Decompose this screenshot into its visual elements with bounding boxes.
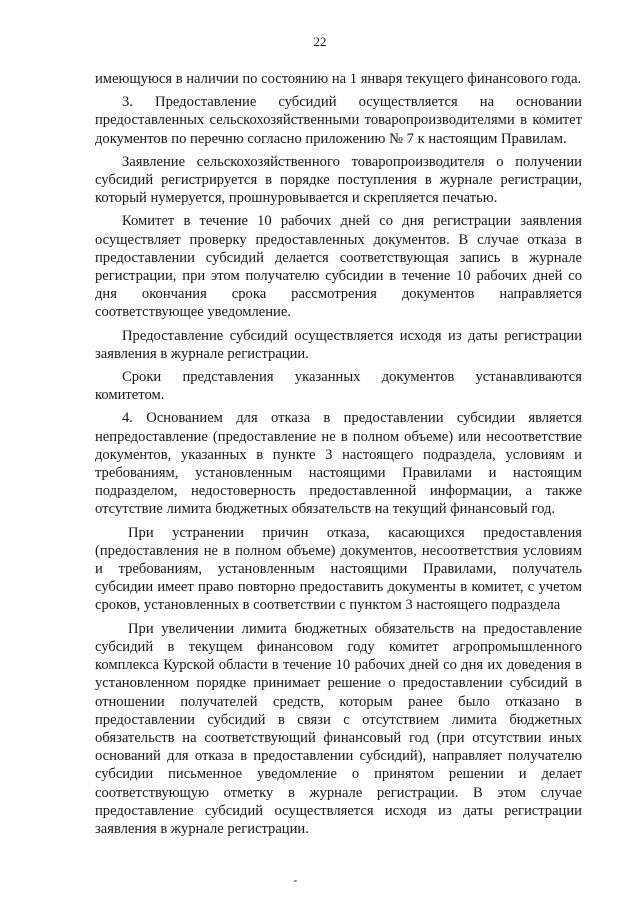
page-number: 22 [313, 34, 327, 49]
paragraph-document-check: Комитет в течение 10 рабочих дней со дня регистрации заявления осуществляет проверку предоставленных документов. В случае отказа в предоставлении субсидий делается соответствующая запись в журнале регистрации, при этом получателю субсидии в течение 10 рабочих дней со дня окончания срока рассмотрения документов направляется соответствующее уведомление. [95, 213, 582, 321]
paragraph-resubmission: При устранении причин отказа, касающихся предоставления (предоставления не в полном объеме) документов, несоответствия условиям и требованиям, установленным настоящими Правилами, получатель субсидии имеет право повторно предоставить документы в комитет, с учетом сроков, установленных в соответствии с пунктом 3 настоящего подраздела [95, 524, 582, 614]
paragraph-limit-increase: При увеличении лимита бюджетных обязательств на предоставление субсидий в текущем финансовом году комитет агропромышленного комплекса Курской области в течение 10 рабочих дней со дня их доведения в установленном порядке принимает решение о предоставлении субсидий в отношении получателей средств, которым ранее было отказано в предоставлении субсидий в связи с отсутствием лимита бюджетных обязательств на соответствующий финансовый год (при отсутствии иных оснований для отказа в предоставлении субсидий), направляет получателю субсидии письменное уведомление о принятом решении и делает соответствующую отметку в журнале регистрации. В этом случае предоставление субсидий осуществляется исходя из даты регистрации заявления в журнале регистрации. [95, 620, 582, 837]
scan-speck [294, 880, 297, 882]
paragraph-application-registration: Заявление сельскохозяйственного товаропроизводителя о получении субсидий регистрируется в порядке поступления в журнале регистрации, который нумеруется, прошнуровывается и скрепляется печатью. [95, 153, 582, 207]
paragraph-item-4-refusal: 4. Основанием для отказа в предоставлении субсидии является непредоставление (предоставление не в полном объеме) или несоответствие документов, указанных в пункте 3 настоящего подраздела, условиям и требованиям, установленным настоящими Правилами и настоящим подразделом, недостоверность предоставленной информации, а также отсутствие лимита бюджетных обязательств на текущий финансовый год. [95, 410, 582, 518]
paragraph-continuation: имеющуюся в наличии по состоянию на 1 января текущего финансового года. [95, 71, 582, 87]
paragraph-provision-order: Предоставление субсидий осуществляется исходя из даты регистрации заявления в журнале регистрации. [95, 327, 582, 362]
document-body [95, 70, 582, 843]
paragraph-deadlines: Сроки представления указанных документов устанавливаются комитетом. [95, 369, 582, 404]
paragraph-item-3: 3. Предоставление субсидий осуществляется на основании предоставленных сельскохозяйственными товаропроизводителями в комитет документов по перечню согласно приложению № 7 к настоящим Правилам. [95, 94, 582, 147]
